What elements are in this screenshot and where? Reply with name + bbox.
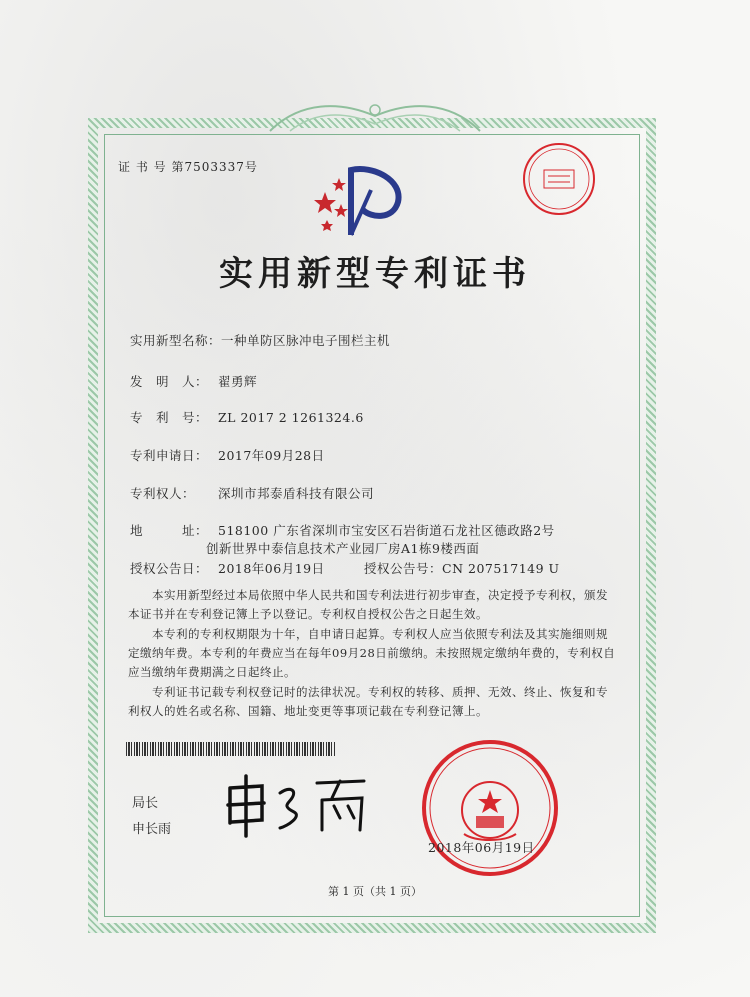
- certificate-number: 证 书 号 第7503337号: [118, 160, 258, 174]
- field-filing-date: [130, 446, 325, 464]
- paragraph-term: 本专利的专利权期限为十年，自申请日起算。专利权人应当依照专利法及其实施细则规定缴纳年费。本专利的年费应当在每年09月28日前缴纳。未按照规定缴纳年费的，专利权自应当缴纳年费期满之日起终止。: [128, 627, 616, 679]
- paragraph-legal-status: 专利证书记载专利权登记时的法律状况。专利权的转移、质押、无效、终止、恢复和专利权人的姓名或名称、国籍、地址变更等事项记载在专利登记簿上。: [128, 685, 608, 718]
- field-inventor: [130, 372, 257, 390]
- handwritten-signature: [222, 768, 372, 838]
- field-label: 发 明 人：: [130, 374, 209, 389]
- field-value: CN 207517149 U: [442, 561, 560, 576]
- field-label: 专 利 号：: [130, 410, 209, 425]
- field-grant-number: [364, 559, 560, 577]
- seal-date: 2018年06月19日: [428, 840, 535, 855]
- page-number: 第 1 页（共 1 页）: [328, 885, 422, 898]
- field-patent-number: [130, 408, 364, 426]
- field-value: ZL 2017 2 1261324.6: [218, 410, 364, 425]
- official-seal-icon: [420, 738, 560, 878]
- top-ornament-icon: [260, 96, 490, 136]
- field-label: 授权公告号：: [364, 561, 443, 576]
- field-utility-model-name: [130, 331, 390, 349]
- field-address-line2: 创新世界中泰信息技术产业园厂房A1栋9楼西面: [206, 541, 480, 556]
- signatory-name: 申长雨: [132, 822, 172, 837]
- field-grant-date: [130, 559, 325, 577]
- field-value: 2018年06月19日: [218, 561, 325, 576]
- patent-office-logo: [303, 160, 413, 240]
- paragraph-grant: 本实用新型经过本局依照中华人民共和国专利法进行初步审查，决定授予专利权，颁发本证书并在专利登记簿上予以登记。专利权自授权公告之日起生效。: [128, 588, 608, 621]
- field-value: 2017年09月28日: [218, 448, 325, 463]
- field-address: [130, 521, 555, 539]
- field-label: 授权公告日：: [130, 561, 209, 576]
- agency-seal-icon: [520, 140, 598, 218]
- field-label: 专利权人：: [130, 486, 196, 501]
- field-value: 深圳市邦泰盾科技有限公司: [218, 486, 375, 501]
- certificate-title: 实用新型专利证书: [219, 254, 531, 294]
- field-value: 翟勇辉: [218, 374, 258, 389]
- field-label: 专利申请日：: [130, 448, 209, 463]
- signatory-title: 局长: [132, 796, 159, 811]
- field-label: 地 址：: [130, 523, 209, 538]
- field-value: 一种单防区脉冲电子围栏主机: [221, 333, 391, 348]
- field-patent-holder: [130, 484, 374, 502]
- barcode: [126, 742, 336, 756]
- field-label: 实用新型名称：: [130, 333, 222, 348]
- field-value: 518100 广东省深圳市宝安区石岩街道石龙社区德政路2号: [218, 523, 555, 538]
